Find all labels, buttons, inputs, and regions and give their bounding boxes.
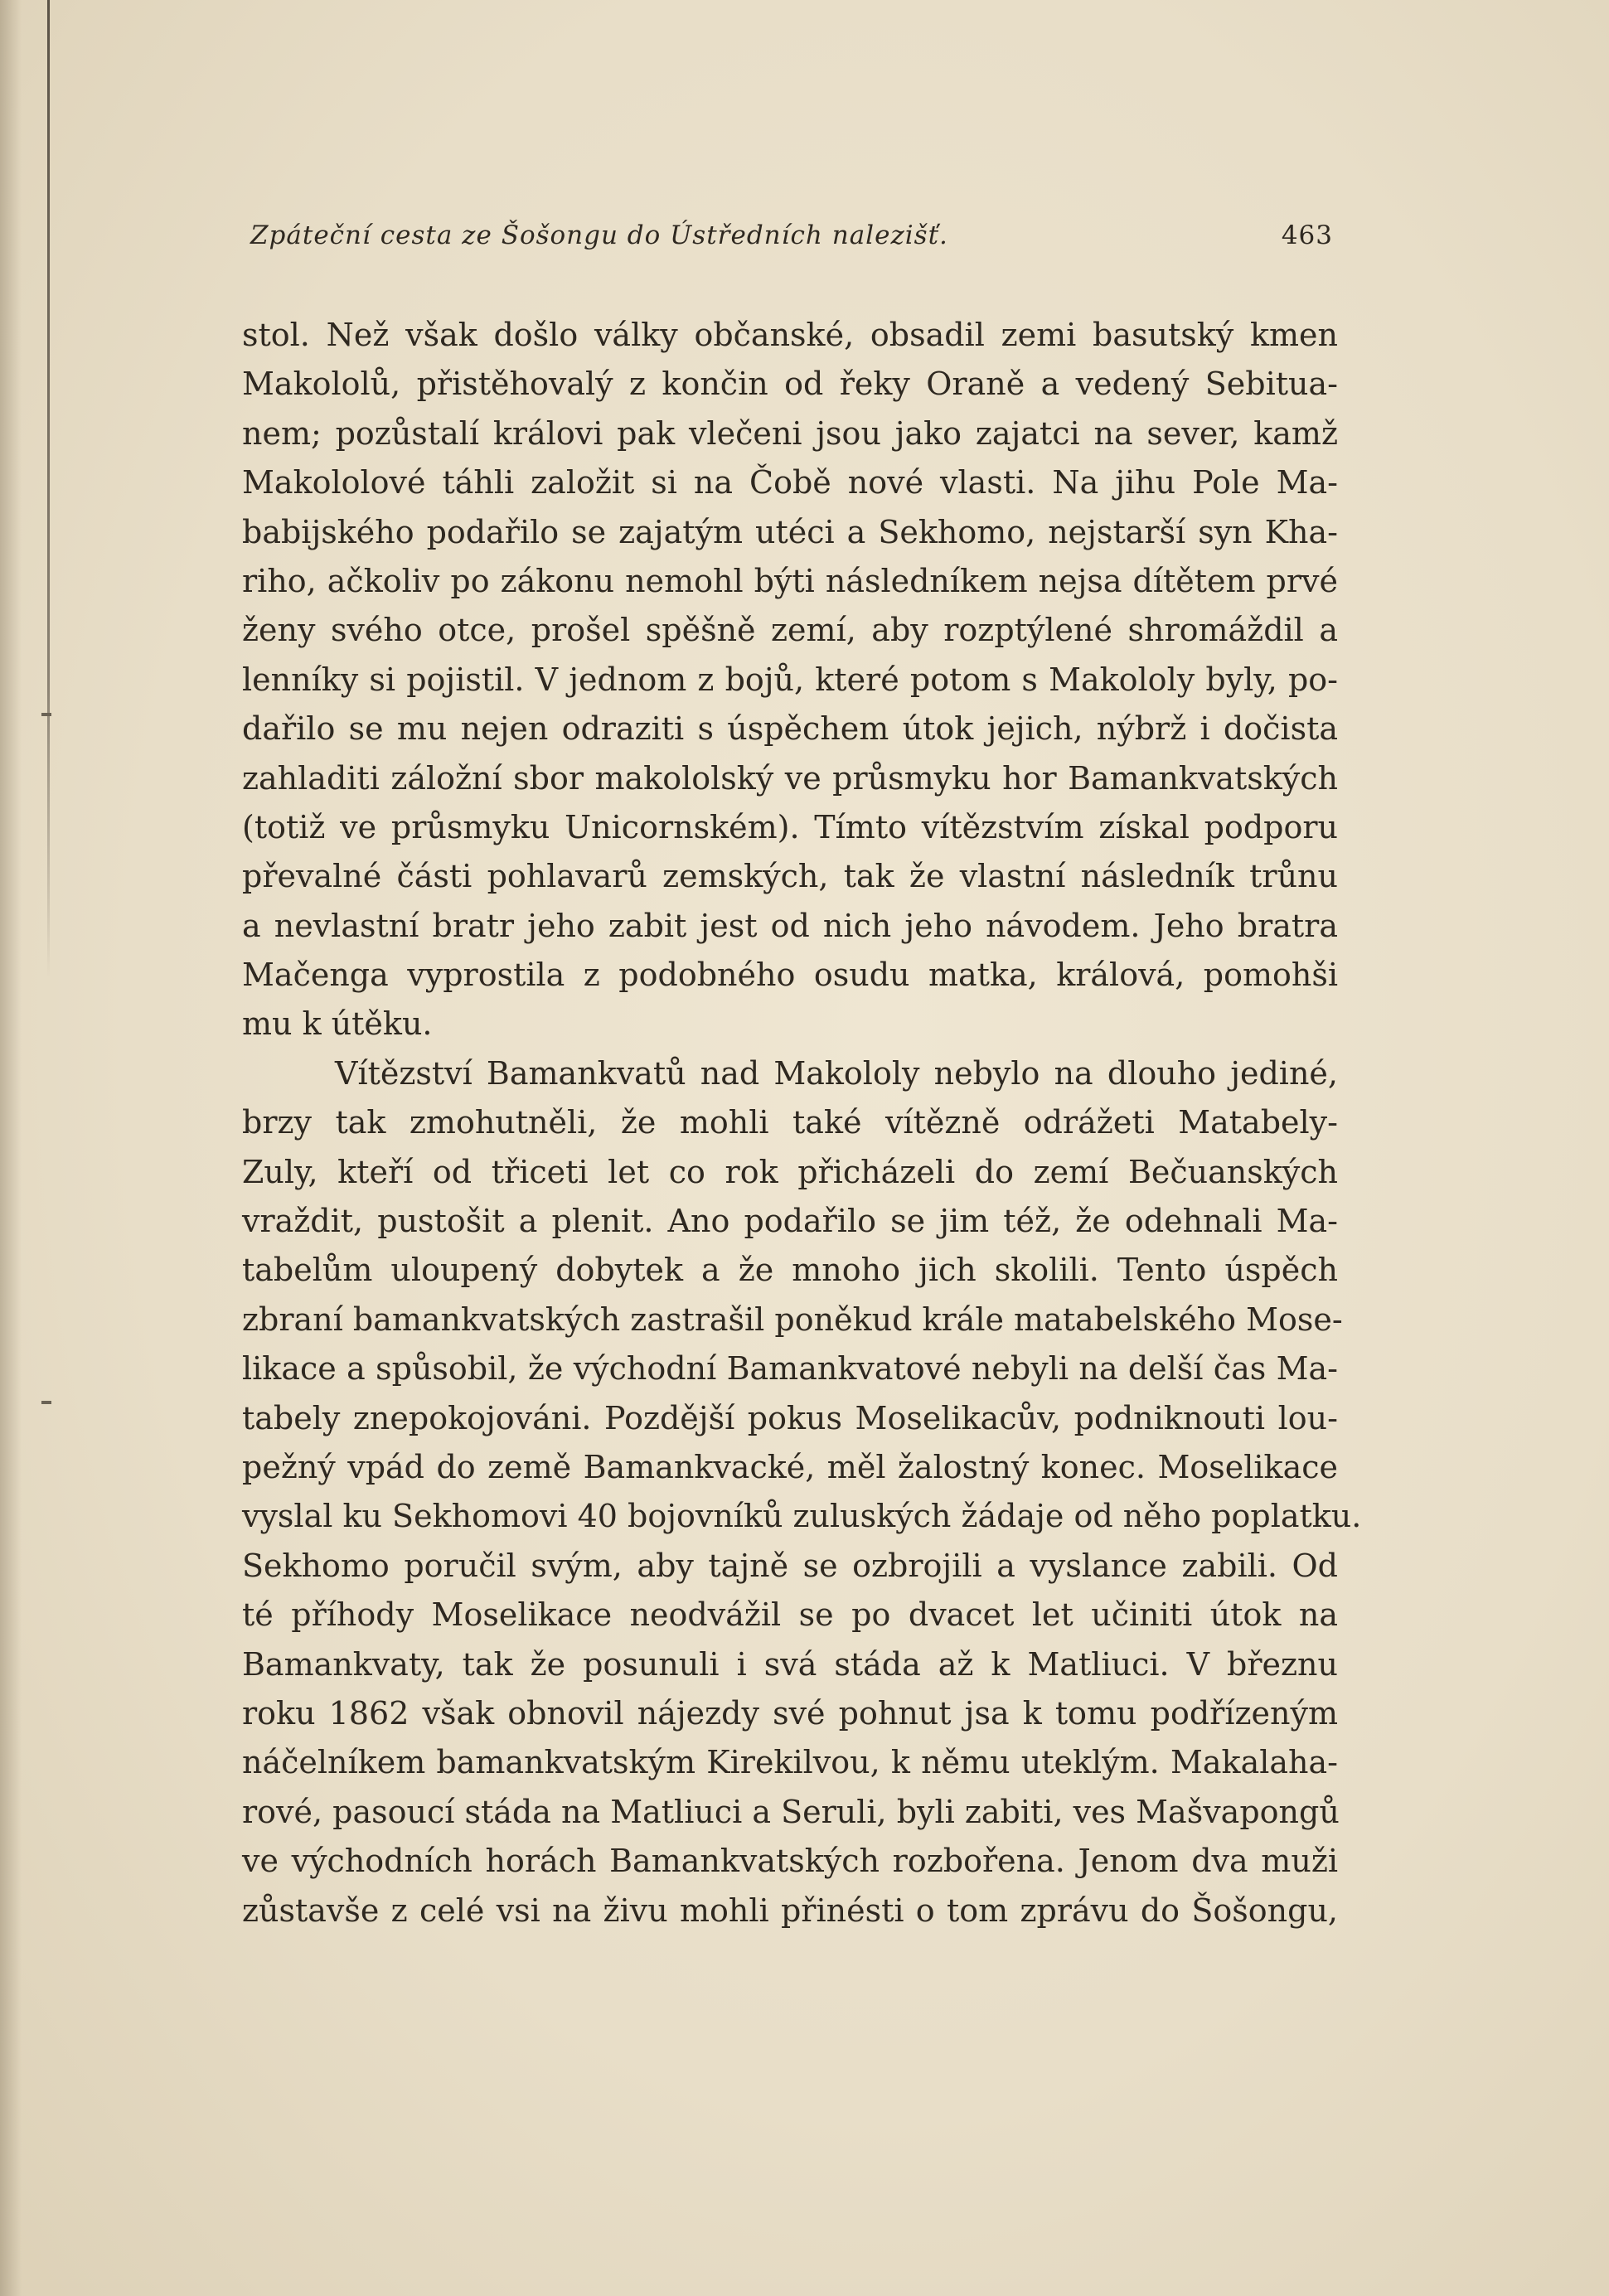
text-line: ve východních horách Bamankvatských rozbořena. Jenom dva muži — [242, 1843, 1338, 1880]
text-line: dařilo se mu nejen odraziti s úspěchem útok jejich, nýbrž i dočista — [242, 710, 1338, 748]
text-line: roku 1862 však obnovil nájezdy své pohnut jsa k tomu podřízeným — [242, 1694, 1338, 1732]
text-line: Makololů, přistěhovalý z končin od řeky Oraně a vedený Sebitua- — [242, 366, 1338, 403]
text-line: riho, ačkoliv po zákonu nemohl býti následníkem nejsa dítětem prvé — [242, 562, 1338, 599]
text-line: tabely znepokojováni. Pozdější pokus Moselikacův, podniknouti lou- — [242, 1399, 1338, 1436]
body-text — [242, 311, 1362, 1935]
text-line: lenníky si pojistil. V jednom z bojů, které potom s Makololy byly, po- — [242, 661, 1338, 698]
text-line: vraždit, pustošit a plenit. Ano podařilo se jim též, že odehnali Ma- — [242, 1203, 1338, 1240]
text-line: babijského podařilo se zajatým utéci a Sekhomo, nejstarší syn Kha- — [242, 513, 1338, 550]
text-line: Bamankvaty, tak že posunuli i svá stáda až k Matliuci. V březnu — [242, 1645, 1338, 1683]
text-line: vyslal ku Sekhomovi 40 bojovníků zuluských žádaje od něho poplatku. — [242, 1498, 1362, 1535]
text-line: (totiž ve průsmyku Unicornském). Tímto vítězstvím získal podporu — [242, 808, 1338, 845]
text-line: stol. Než však došlo války občanské, obsadil zemi basutský kmen — [242, 317, 1338, 353]
text-line: brzy tak zmohutněli, že mohli také vítězně odrážeti Matabely- — [242, 1104, 1338, 1141]
running-head — [247, 220, 1338, 262]
text-line: Makololové táhli založit si na Čobě nové vlasti. Na jihu Pole Ma- — [242, 464, 1338, 501]
paragraph — [242, 311, 1338, 1049]
text-line: Mačenga vyprostila z podobného osudu matka, králová, pomohši — [242, 957, 1338, 994]
text-line: likace a spůsobil, že východní Bamankvatové nebyli na delší čas Ma- — [242, 1350, 1338, 1388]
text-line: Zuly, kteří od třiceti let co rok přicházeli do zemí Bečuanských — [242, 1153, 1338, 1190]
text-line: nem; pozůstalí královi pak vlečeni jsou jako zajatci na sever, kamž — [242, 414, 1338, 452]
text-line: převalné části pohlavarů zemských, tak že vlastní následník trůnu — [242, 858, 1338, 895]
text-line: té příhody Moselikace neodvážil se po dvacet let učiniti útok na — [242, 1596, 1338, 1634]
text-line: zahladiti záložní sbor makololský ve průsmyku hor Bamankvatských — [242, 759, 1338, 797]
text-line: náčelníkem bamankvatským Kirekilvou, k němu uteklým. Makalaha- — [242, 1744, 1338, 1781]
text-line: a nevlastní bratr jeho zabit jest od nich jeho návodem. Jeho bratra — [242, 907, 1338, 944]
text-line: zbraní bamankvatských zastrašil poněkud krále matabelského Mose- — [242, 1301, 1343, 1338]
binding-mark — [41, 1401, 51, 1404]
binding-edge-line — [47, 0, 50, 978]
text-line: pežný vpád do země Bamankvacké, měl žalostný konec. Moselikace — [242, 1448, 1338, 1485]
page-number: 463 — [1281, 220, 1333, 250]
running-head-title: Zpáteční cesta ze Šošongu do Ústředních nalezišť. — [250, 220, 948, 250]
binding-mark — [41, 713, 51, 716]
text-line: tabelům uloupený dobytek a že mnoho jich skolili. Tento úspěch — [242, 1252, 1338, 1289]
text-line: zůstavše z celé vsi na živu mohli přinésti o tom zprávu do Šošongu, — [242, 1892, 1338, 1929]
text-line: mu k útěku. — [242, 1005, 433, 1043]
text-line: Sekhomo poručil svým, aby tajně se ozbrojili a vyslance zabili. Od — [242, 1547, 1338, 1584]
page-gutter-shadow — [0, 0, 22, 2296]
paragraph — [242, 1049, 1362, 1935]
text-line: rové, pasoucí stáda na Matliuci a Seruli, byli zabiti, ves Mašvapongů — [242, 1793, 1340, 1830]
text-line: Vítězství Bamankvatů nad Makololy nebylo na dlouho jediné, — [335, 1054, 1338, 1092]
text-line: ženy svého otce, prošel spěšně zemí, aby rozptýlené shromáždil a — [242, 612, 1338, 649]
